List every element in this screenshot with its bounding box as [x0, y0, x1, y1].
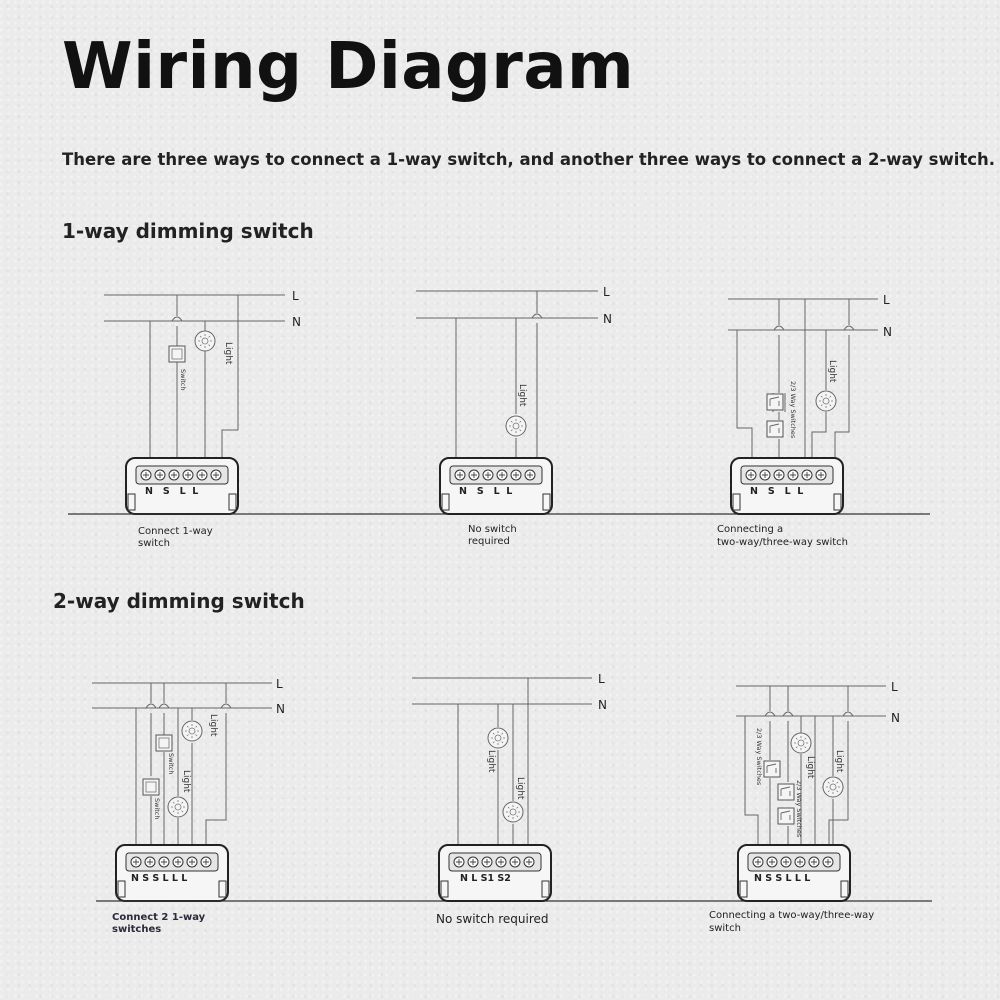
switch-label: 2/3 Way Switches [789, 381, 797, 439]
light-label: Light [834, 750, 844, 773]
caption-5: No switch required [436, 912, 549, 926]
caption-2b: required [468, 536, 510, 547]
light-bulb-icon [823, 777, 843, 797]
caption-1b: switch [138, 538, 170, 549]
light-bulb-icon [506, 416, 526, 436]
terminal-labels: N S L L [750, 486, 804, 497]
light-bulb-icon [182, 721, 202, 741]
light-bulb-icon [488, 728, 508, 748]
light-label: Light [805, 756, 815, 779]
caption-6a: Connecting a two-way/three-way [709, 910, 875, 921]
terminal-labels: N S L L [459, 486, 513, 497]
page-title: Wiring Diagram [62, 30, 635, 104]
switch-icon [156, 735, 172, 751]
panel-2way-no-switch [412, 678, 592, 845]
switch-icon [143, 779, 159, 795]
intro-text: There are three ways to connect a 1-way switch, and another three ways to connect a 2-way switch. [62, 150, 996, 169]
light-label: Light [223, 342, 233, 365]
light-bulb-icon [503, 802, 523, 822]
rail-label-n: N [603, 312, 612, 326]
switch-label: Switch [179, 369, 187, 391]
light-label: Light [486, 750, 496, 773]
panel-2way-two-switches [92, 683, 272, 845]
rail-label-n: N [598, 698, 607, 712]
light-bulb-icon [816, 391, 836, 411]
rail-label-l: L [883, 293, 890, 307]
light-bulb-icon [168, 797, 188, 817]
rail-label-n: N [276, 702, 285, 716]
terminal-labels: N S S L L L [754, 873, 811, 884]
two-way-switch-icon [778, 808, 794, 824]
caption-3b: two-way/three-way switch [717, 537, 848, 548]
caption-4b: switches [112, 924, 162, 935]
panel-1way-no-switch [416, 291, 598, 458]
light-bulb-icon [791, 733, 811, 753]
light-label: Light [517, 384, 527, 407]
light-label: Light [181, 770, 191, 793]
rail-label-l: L [276, 677, 283, 691]
light-bulb-icon [195, 331, 215, 351]
rail-label-l: L [603, 285, 610, 299]
rail-label-l: L [891, 680, 898, 694]
two-way-switch-icon [767, 421, 783, 437]
rail-label-l: L [598, 672, 605, 686]
section-title-1way: 1-way dimming switch [62, 219, 314, 243]
caption-2a: No switch [468, 524, 517, 535]
caption-3a: Connecting a [717, 524, 784, 535]
caption-1a: Connect 1-way [138, 526, 213, 537]
panel-1way-two-three-way [728, 299, 878, 458]
panel-1way-connect-switch [104, 295, 285, 458]
light-label: Light [208, 714, 218, 737]
two-way-switch-icon [764, 761, 780, 777]
two-way-switch-icon [778, 784, 794, 800]
switch-label: 2/3 Way Switches [795, 780, 803, 838]
rail-label-n: N [891, 711, 900, 725]
light-label: Light [827, 360, 837, 383]
switch-label: 2/3 Way Switches [755, 728, 763, 786]
rail-label-l: L [292, 289, 299, 303]
caption-4a: Connect 2 1-way [112, 912, 206, 923]
rail-label-n: N [292, 315, 301, 329]
switch-label: Switch [153, 798, 161, 820]
terminal-labels: N S S L L L [131, 873, 188, 884]
switch-icon [169, 346, 185, 362]
terminal-labels: N L S1 S2 [460, 873, 511, 884]
rail-label-n: N [883, 325, 892, 339]
switch-label: Switch [167, 753, 175, 775]
caption-6b: switch [709, 923, 741, 934]
terminal-labels: N S L L [145, 486, 199, 497]
light-label: Light [515, 777, 525, 800]
two-way-switch-icon [767, 394, 783, 410]
section-title-2way: 2-way dimming switch [53, 589, 305, 613]
